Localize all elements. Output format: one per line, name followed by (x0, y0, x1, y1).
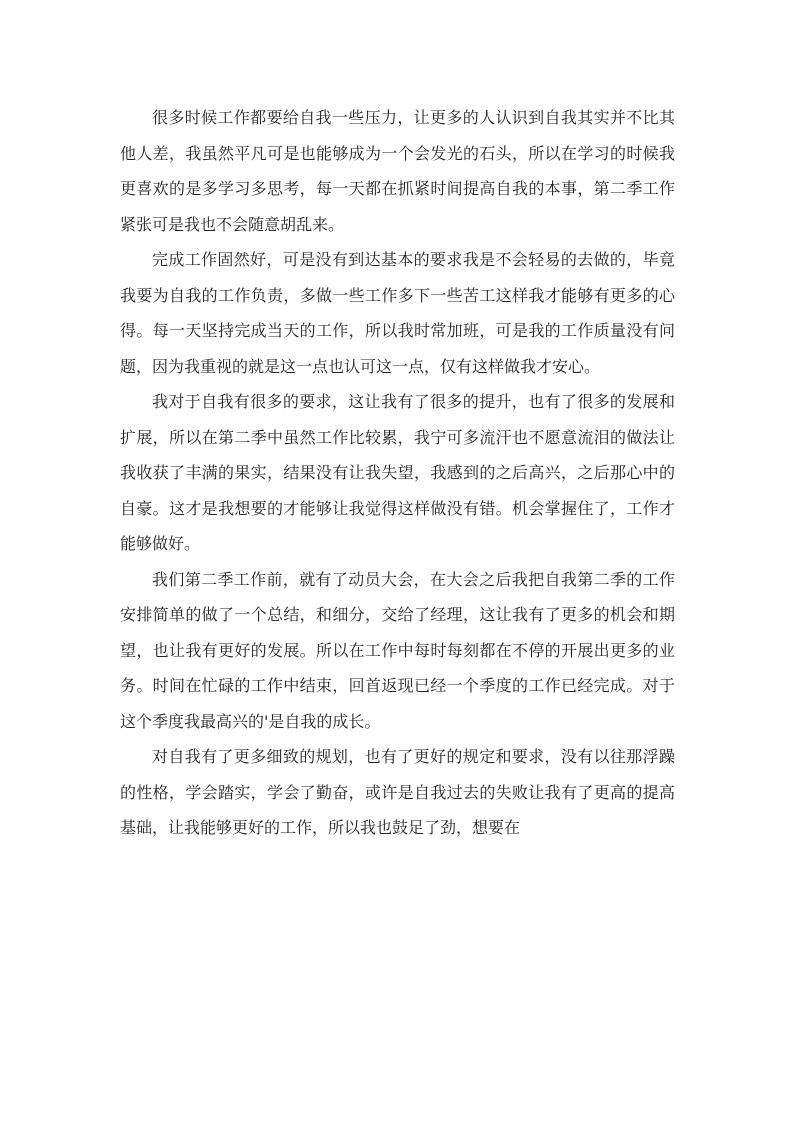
paragraph-4: 我们第二季工作前，就有了动员大会，在大会之后我把自我第二季的工作安排简单的做了一个总结，和细分，交给了经理，这让我有了更多的机会和期望，也让我有更好的发展。所以在工作中每时每刻都在不停的开展出更多的业务。时间在忙碌的工作中结束，回首返现已经一个季度的工作已经完成。对于这个季度我最高兴的'是自我的成长。 (120, 569, 675, 731)
paragraph-3: 我对于自我有很多的要求，这让我有了很多的提升，也有了很多的发展和扩展，所以在第二季中虽然工作比较累，我宁可多流汗也不愿意流泪的做法让我收获了丰满的果实，结果没有让我失望，我感到的之后高兴，之后那心中的自豪。这才是我想要的才能够让我觉得这样做没有错。机会掌握住了，工作才能够做好。 (120, 392, 675, 553)
paragraph-1: 很多时候工作都要给自我一些压力，让更多的人认识到自我其实并不比其他人差，我虽然平凡可是也能够成为一个会发光的石头，所以在学习的时候我更喜欢的是多学习多思考，每一天都在抓紧时间提高自我的本事，第二季工作紧张可是我也不会随意胡乱来。 (120, 108, 675, 234)
paragraph-2: 完成工作固然好，可是没有到达基本的要求我是不会轻易的去做的，毕竟我要为自我的工作负责，多做一些工作多下一些苦工这样我才能够有更多的心得。每一天坚持完成当天的工作，所以我时常加班，可是我的工作质量没有问题，因为我重视的就是这一点也认可这一点，仅有这样做我才安心。 (120, 250, 675, 376)
paragraph-5: 对自我有了更多细致的规划，也有了更好的规定和要求，没有以往那浮躁的性格，学会踏实，学会了勤奋，或许是自我过去的失败让我有了更高的提高基础，让我能够更好的工作，所以我也鼓足了劲，想要在 (120, 747, 675, 837)
document-body (120, 100, 675, 846)
